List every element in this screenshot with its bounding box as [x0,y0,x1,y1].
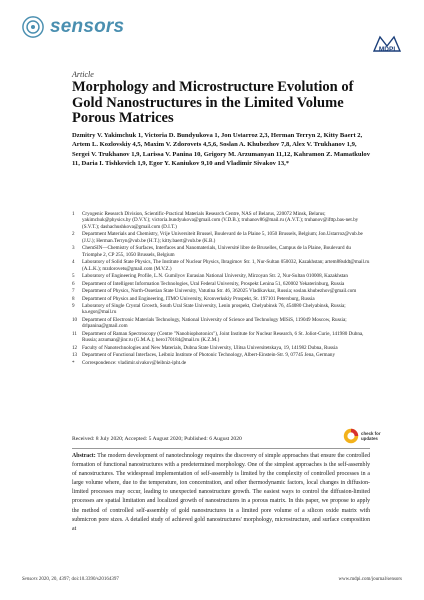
article-type: Article [72,70,94,79]
sensors-logo-icon [22,16,44,38]
affiliation-text: Department of Physics, North-Ossetian State University, Vatutina Str. 46, 362025 Vladikavkaz, Russia; soslan.khubezhov@gmail.com [82,288,357,295]
citation-journal: Sensors [22,577,38,582]
check-updates-line2: updates [361,436,378,441]
affiliation-text: Laboratory of Single Crystal Growth, South Ural State University, Lenin prospekt, Chelyabinsk 76, 454080 Chelyabinsk, Russia; ka.egor@mail.ru [82,303,346,316]
affiliation-text: Department of Electronic Materials Technology, National University of Science and Technology MISiS, 119049 Moscow, Russia; drlpanina@gmail.com [82,316,347,330]
affiliation-number: 11 [72,330,77,337]
affiliation-item [72,259,370,272]
affiliation-item [72,288,370,294]
citation-details: 2020, 20, 4397; doi:10.3390/s20164397 [38,577,119,582]
affiliation-number: * [72,359,75,366]
check-for-updates-badge[interactable] [343,428,381,444]
journal-logo[interactable] [22,16,124,38]
abstract-text: The modern development of nanotechnology requires the discovery of simple approaches that ensure the controlled formation of functional nanostructures with a predetermined morphology. One of the simplest approaches is the self-assembly of nanostructures. The widespread implementation of self-assembly is limited by the complexity of controlled processes in a large volume where, due to the temperature, ion concentration, and other thermodynamic factors, local changes in diffusion-limited processes may occur, leading to unexpected nanostructure growth. The easiest ways to control the diffusion-limited processes are spatial limitation and localized growth of nanostructures in a porous matrix. In this paper, we propose to apply the method of controlled self-assembly of gold nanostructures in a limited pore volume of a silicon oxide matrix with submicron pore sizes. A detailed study of achieved gold nanostructures' morphology, microstructure, and surface composition at [72,453,371,532]
affiliation-number: 8 [72,295,75,302]
publication-dates: Received: 8 July 2020; Accepted: 5 August 2020; Published: 6 August 2020 [72,436,242,442]
check-updates-icon [343,428,359,444]
section-divider [72,448,370,449]
check-updates-label [361,431,381,441]
affiliation-number: 1 [72,211,75,217]
affiliation-item [72,211,370,230]
affiliation-list [72,211,370,367]
affiliation-number: 13 [72,352,78,359]
affiliation-item [72,317,370,330]
affiliation-text: Faculty of Nanotechnologies and New Materials, Dubna State University, Ulitsa Universitetskaya, 19, 141982 Dubna, Russia [82,344,338,351]
paper-title: Morphology and Microstructure Evolution of Gold Nanostructures in the Limited Volume Porous Matrices [72,79,354,126]
affiliation-number: 6 [72,280,75,287]
affiliation-number: 12 [72,344,78,351]
abstract-label: Abstract: [72,453,96,459]
affiliation-number: 2 [72,231,75,238]
affiliation-item [72,245,370,258]
citation [22,577,119,582]
affiliation-text: Department Materials and Chemistry, Vrije Universiteit Brussel, Boulevard de la Plaine 5, 1050 Brussels, Belgium; Jon.Ustarroz@vub.be (J.U.); Herman.Terryn@vub.be (H.T.); kitty.baert@vub.be (K.B.) [82,231,363,244]
affiliation-item [72,281,370,287]
affiliation-item [72,345,370,351]
affiliation-item [72,360,370,366]
affiliation-number: 10 [72,316,78,323]
affiliation-text: Department of Raman Spectroscopy (Centre "Nanobiophotonics"), Joint Institute for Nuclear Research, 6 St. Joliot-Curie, 141980 Dubna, Russia; arzuman@jinr.ru (G.M.A.); hero170184@mail.ru (K.Z.M.) [82,330,364,344]
affiliation-item [72,303,370,316]
journal-url[interactable]: www.mdpi.com/journal/sensors [338,577,402,582]
affiliation-text: ChemSIN—Chemistry of Surfaces, Interfaces and Nanomaterials, Université libre de Bruxelles, Campus de la Plaine, Boulevard du Triomphe 2, CP 255, 1050 Brussels, Belgium [82,245,351,258]
affiliation-text: Correspondence: vladimir.sivakov@leibniz-ipht.de [82,359,187,366]
affiliation-item [72,273,370,279]
publisher-name: MDPI [378,46,396,53]
author-list [72,131,372,169]
affiliation-item [72,296,370,302]
affiliation-text: Cryogenic Research Division, Scientific-Practical Materials Research Centre, NAS of Belarus, 220072 Minsk, Belarus; yakimchuk@physics.by (D.V.Y.); victoria.bundyukova@gmail.com (V.D.B.); truhanov86@mail.ru (A.V.T.); truhanov@ifttp.bas-net.by (S.V.T.); dashachushkova@gmail.com (D.I.T.) [82,211,359,230]
affiliation-text: Department of Physics and Engineering, ITMO University, Kronverkskiy Prospekt, St. 197101 Petersburg, Russia [82,295,315,302]
journal-name: sensors [50,16,125,37]
abstract [72,452,370,534]
affiliation-number: 5 [72,273,75,280]
affiliation-item [72,331,370,344]
authors-text: Dzmitry V. Yakimchuk 1, Victoria D. Bundyukova 1, Jon Ustarroz 2,3, Herman Terryn 2, Kitty Baert 2, Artem L. Kozlovskiy 4,5, Maxim V. Zdorovets 4,5,6, Soslan A. Khubezhov 7,8, Alex V. Trukhanov 1,9, Sergei V. Trukhanov 1,9, Larissa V. Panina 10, Grigory M. Arzumanyan 11,12, Kahramon Z. Mamatkulov 11, Daria I. Tishkevich 1,9, Egor Y. Kaniukov 9,10 and Vladimir Sivakov 13,* [72,132,371,168]
check-updates-line1: check for [361,431,381,436]
affiliation-item [72,231,370,244]
affiliation-text: Department of Intelligent Information Technologies, Ural Federal University, Prospekt Lenina 51, 620002 Yekaterinburg, Russia [82,280,345,287]
page-footer [22,577,402,582]
affiliation-number: 7 [72,288,75,295]
affiliation-number: 9 [72,303,75,310]
affiliation-text: Laboratory of Engineering Profile, L.N. Gumilyov Eurasian National University, Mirzoyan Str. 2, Nur-Sultan 010008, Kazakhstan [82,273,348,280]
mdpi-logo-icon[interactable] [372,34,402,54]
affiliation-number: 3 [72,245,75,252]
affiliation-item [72,352,370,358]
affiliation-text: Department of Functional Interfaces, Leibniz Institute of Photonic Technology, Albert-Einstein-Str. 9, 07745 Jena, Germany [82,352,335,359]
affiliation-number: 4 [72,259,75,266]
affiliation-text: Laboratory of Solid State Physics, The Institute of Nuclear Physics, Ibragimov Str. 1, Nur-Sultan 050032, Kazakhstan; artem88sddt@mail.ru (A.L.K.); mzdorovets@gmail.com (M.V.Z.) [82,259,370,272]
